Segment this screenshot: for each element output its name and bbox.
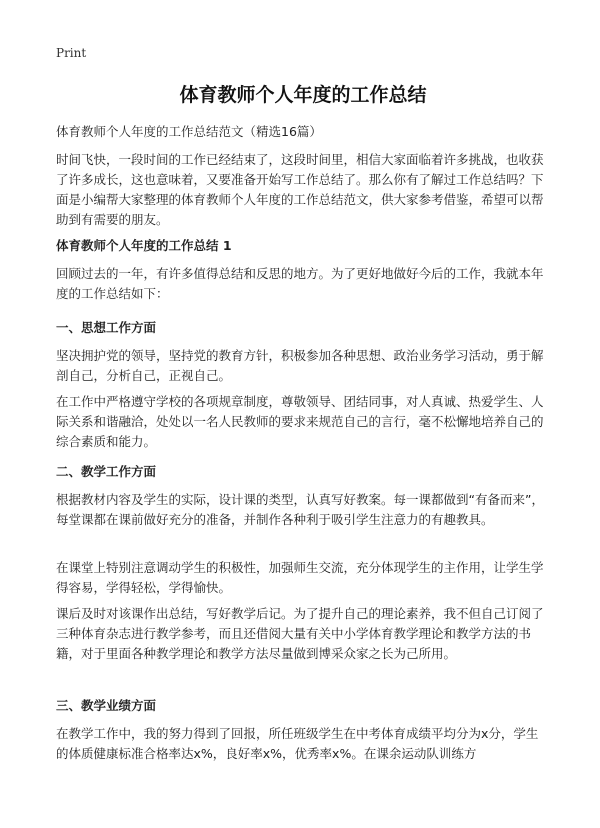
intro-paragraph: 时间飞快，一段时间的工作已经结束了，这段时间里，相信大家面临着许多挑战，也收获了许多成长，这也意味着，又要准备开始写工作总结了。那么你有了解过工作总结吗？下面是小编帮大家整理的体育教师个人年度的工作总结范文，供大家参考借鉴，希望可以帮助到有需要的朋友。 [56, 152, 544, 227]
document-subtitle: 体育教师个人年度的工作总结范文（精选16篇） [56, 124, 322, 139]
paragraph-teaching-3: 课后及时对该课作出总结，写好教学后记。为了提升自己的理论素养，我不但自己订阅了三种体育杂志进行教学参考，而且还借阅大量有关中小学体育教学理论和教学方法的书籍，对于里面各种教学理论和教学方法尽量做到博采众家之长为己所用。 [56, 606, 544, 661]
paragraph-thought-2: 在工作中严格遵守学校的各项规章制度，尊敬领导、团结同事，对人真诚、热爱学生、人际关系和谐融洽，处处以一名人民教师的要求来规范自己的言行，毫不松懈地培养自己的综合素质和能力。 [56, 394, 544, 449]
section-intro-paragraph: 回顾过去的一年，有许多值得总结和反思的地方。为了更好地做好今后的工作，我就本年度的工作总结如下： [56, 266, 544, 301]
section-heading: 体育教师个人年度的工作总结 1 [56, 238, 232, 253]
print-link[interactable]: Print [56, 46, 87, 60]
paragraph-results-1: 在教学工作中，我的努力得到了回报，所任班级学生在中考体育成绩平均分为x分，学生的体质健康标准合格率达x%，良好率x%，优秀率x%。在课余运动队训练方 [56, 726, 539, 761]
paragraph-thought-1: 坚决拥护党的领导，坚持党的教育方针，积极参加各种思想、政治业务学习活动，勇于解剖自己，分析自己，正视自己。 [56, 348, 544, 383]
heading-thought-work: 一、思想工作方面 [56, 320, 157, 335]
paragraph-teaching-2: 在课堂上特别注意调动学生的积极性，加强师生交流，充分体现学生的主作用，让学生学得容易，学得轻松，学得愉快。 [56, 560, 544, 595]
heading-teaching-work: 二、教学工作方面 [56, 464, 157, 479]
page-title: 体育教师个人年度的工作总结 [179, 84, 427, 106]
paragraph-teaching-1: 根据教材内容及学生的实际，设计课的类型，认真写好教案。每一课都做到“有备而来”，每堂课都在课前做好充分的准备，并制作各种利于吸引学生注意力的有趣教具。 [56, 492, 544, 527]
heading-teaching-results: 三、教学业绩方面 [56, 698, 157, 713]
